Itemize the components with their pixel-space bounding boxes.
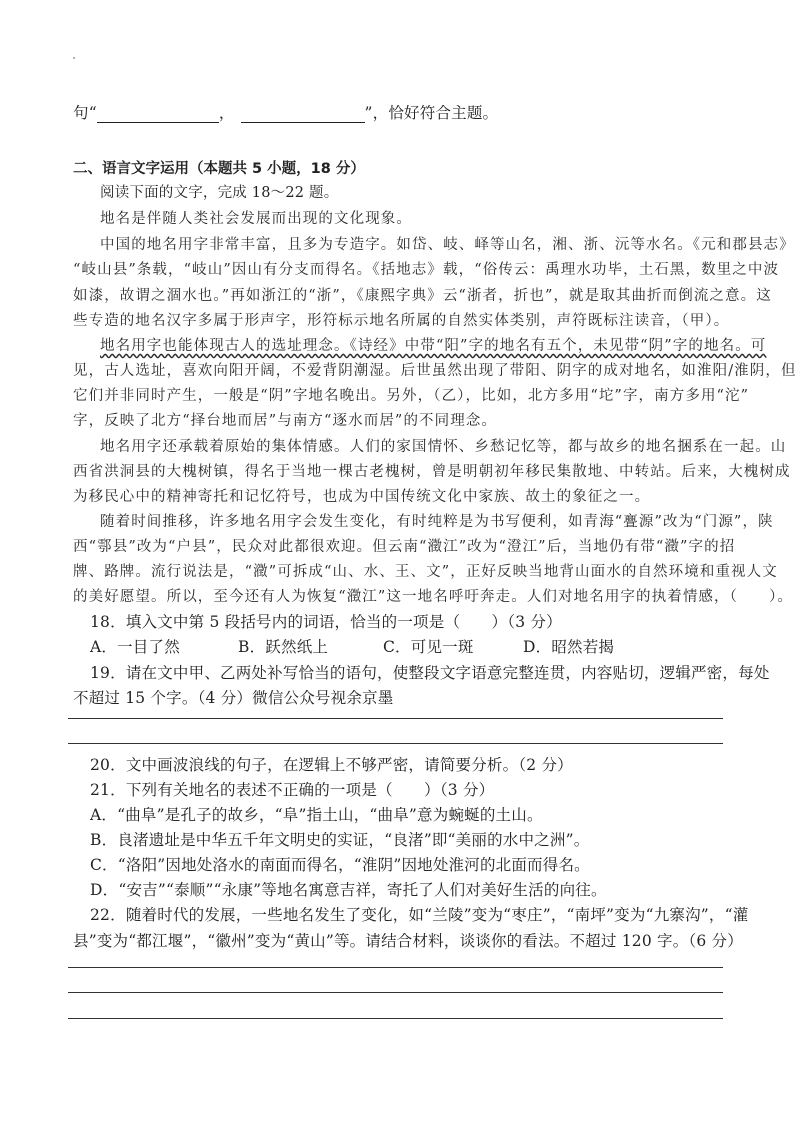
answer-line[interactable] (68, 967, 723, 968)
passage-line: 见，古人选址，喜欢向阳开阔，不爱背阴潮湿。后世虽然出现了带阳、阴字的成对地名，如淮阳/淮阴，但 (73, 363, 797, 379)
answer-line[interactable] (68, 743, 723, 744)
scan-speck (73, 57, 75, 59)
passage-line: 字，反映了北方“择台地而居”与南方“逐水而居”的不同理念。 (73, 413, 498, 429)
passage-line: 西省洪洞县的大槐树镇，得名于当地一棵古老槐树，曾是明朝初年移民集散地、中转站。后来，大槐树成 (73, 464, 791, 480)
answer-blank-1[interactable] (97, 107, 219, 123)
passage-line: 它们并非同时产生，一般是“阴”字地名晚出。另外，（乙），比如，北方多用“坨”字，南方多用“沱” (73, 388, 750, 404)
question-18-stem: 18．填入文中第 5 段括号内的词语，恰当的一项是（ ）（3 分） (90, 613, 562, 631)
q18-option-c[interactable]: C．可见一斑 (383, 638, 474, 656)
answer-line[interactable] (68, 718, 723, 719)
passage-line: 的美好愿望。所以，至今还有人为恢复“瀓江”这一地名呼吁奔走。人们对地名用字的执着情感，（ ）。 (73, 589, 794, 605)
section-heading: 二、语言文字运用（本题共 5 小题，18 分） (73, 161, 365, 177)
q18-option-b[interactable]: B．跃然纸上 (238, 638, 329, 656)
q21-option-d[interactable]: D．“安吉”“泰顺”“永康”等地名寓意吉祥，寄托了人们对美好生活的向往。 (90, 881, 607, 899)
q18-option-a[interactable]: A．一目了然 (90, 638, 180, 656)
question-19-line: 19．请在文中甲、乙两处补写恰当的语句，使整段文字语意完整连贯，内容贴切，逻辑严密，每处 (90, 664, 770, 682)
answer-blank-2[interactable] (241, 107, 365, 123)
passage-line: 地名是伴随人类社会发展而出现的文化现象。 (100, 211, 412, 227)
q21-option-c[interactable]: C．“洛阳”因地处洛水的南面而得名，“淮阴”因地处淮河的北面而得名。 (90, 856, 590, 874)
q21-option-b[interactable]: B．良渚遗址是中华五千年文明史的实证，“良渚”即“美丽的水中之洲”。 (90, 831, 590, 849)
q21-option-a[interactable]: A．“曲阜”是孔子的故乡，“阜”指土山，“曲阜”意为蜿蜒的土山。 (90, 806, 543, 824)
passage-line: 些专造的地名汉字多属于形声字，形符标示地名所属的自然实体类别，声符既标注读音，（甲）。 (73, 313, 730, 329)
question-21-stem: 21．下列有关地名的表述不正确的一项是（ ）（3 分） (90, 781, 495, 799)
passage-line: 为移民心中的精神寄托和记忆符号，也成为中国传统文化中家族、故土的象征之一。 (73, 489, 651, 505)
passage-line: “岐山县”条载，“岐山”因山有分支而得名。《括地志》载，“俗传云：禹理水功毕，土石黑，数里之中波 (73, 262, 780, 278)
answer-line[interactable] (68, 992, 723, 993)
passage-line: 随着时间推移，许多地名用字会发生变化，有时纯粹是为书写便利，如青海“亹源”改为“门源”，陕 (100, 514, 774, 530)
question-19-line: 不超过 15 个字。（4 分）微信公众号视余京墨 (73, 689, 394, 707)
reading-instruction: 阅读下面的文字，完成 18～22 题。 (100, 185, 339, 201)
passage-line: 西“鄠县”改为“户县”，民众对此都很欢迎。但云南“瀓江”改为“澄江”后，当地仍有带“瀓”字的招 (73, 539, 736, 555)
passage-line: 地名用字还承载着原始的集体情感。人们的家国情怀、乡愁记忆等，都与故乡的地名捆系在一起。山 (100, 439, 787, 455)
passage-line: 牌、路牌。流行说法是，“瀓”可拆成“山、水、王、文”，正好反映当地背山面水的自然环境和重视人文 (73, 564, 778, 580)
question-22-line: 县”变为“都江堰”，“徽州”变为“黄山”等。请结合材料，谈谈你的看法。不超过 120 字。（6 分） (73, 932, 743, 950)
poem-fill-line: 句“ ， ”，恰好符合主题。 (73, 104, 499, 122)
answer-line[interactable] (68, 1018, 723, 1019)
q18-option-d[interactable]: D．昭然若揭 (523, 638, 615, 656)
question-20-stem: 20．文中画波浪线的句子，在逻辑上不够严密，请简要分析。（2 分） (90, 756, 573, 774)
wavy-underlined-sentence: 地名用字也能体现古人的选址理念。《诗经》中带“阳”字的地名有五个，未见带“阴”字的地名。可 (100, 338, 767, 354)
question-22-line: 22．随着时代的发展，一些地名发生了变化，如“兰陵”变为“枣庄”，“南坪”变为“九寨沟”，“灌 (90, 906, 749, 924)
passage-line: 如漆，故谓之涸水也。”再如浙江的“浙”，《康熙字典》云“浙者，折也”，就是取其曲折而倒流之意。这 (73, 288, 772, 304)
passage-line: 中国的地名用字非常丰富，且多为专造字。如岱、岐、峄等山名，湘、浙、沅等水名。《元和郡县志》 (100, 237, 795, 253)
